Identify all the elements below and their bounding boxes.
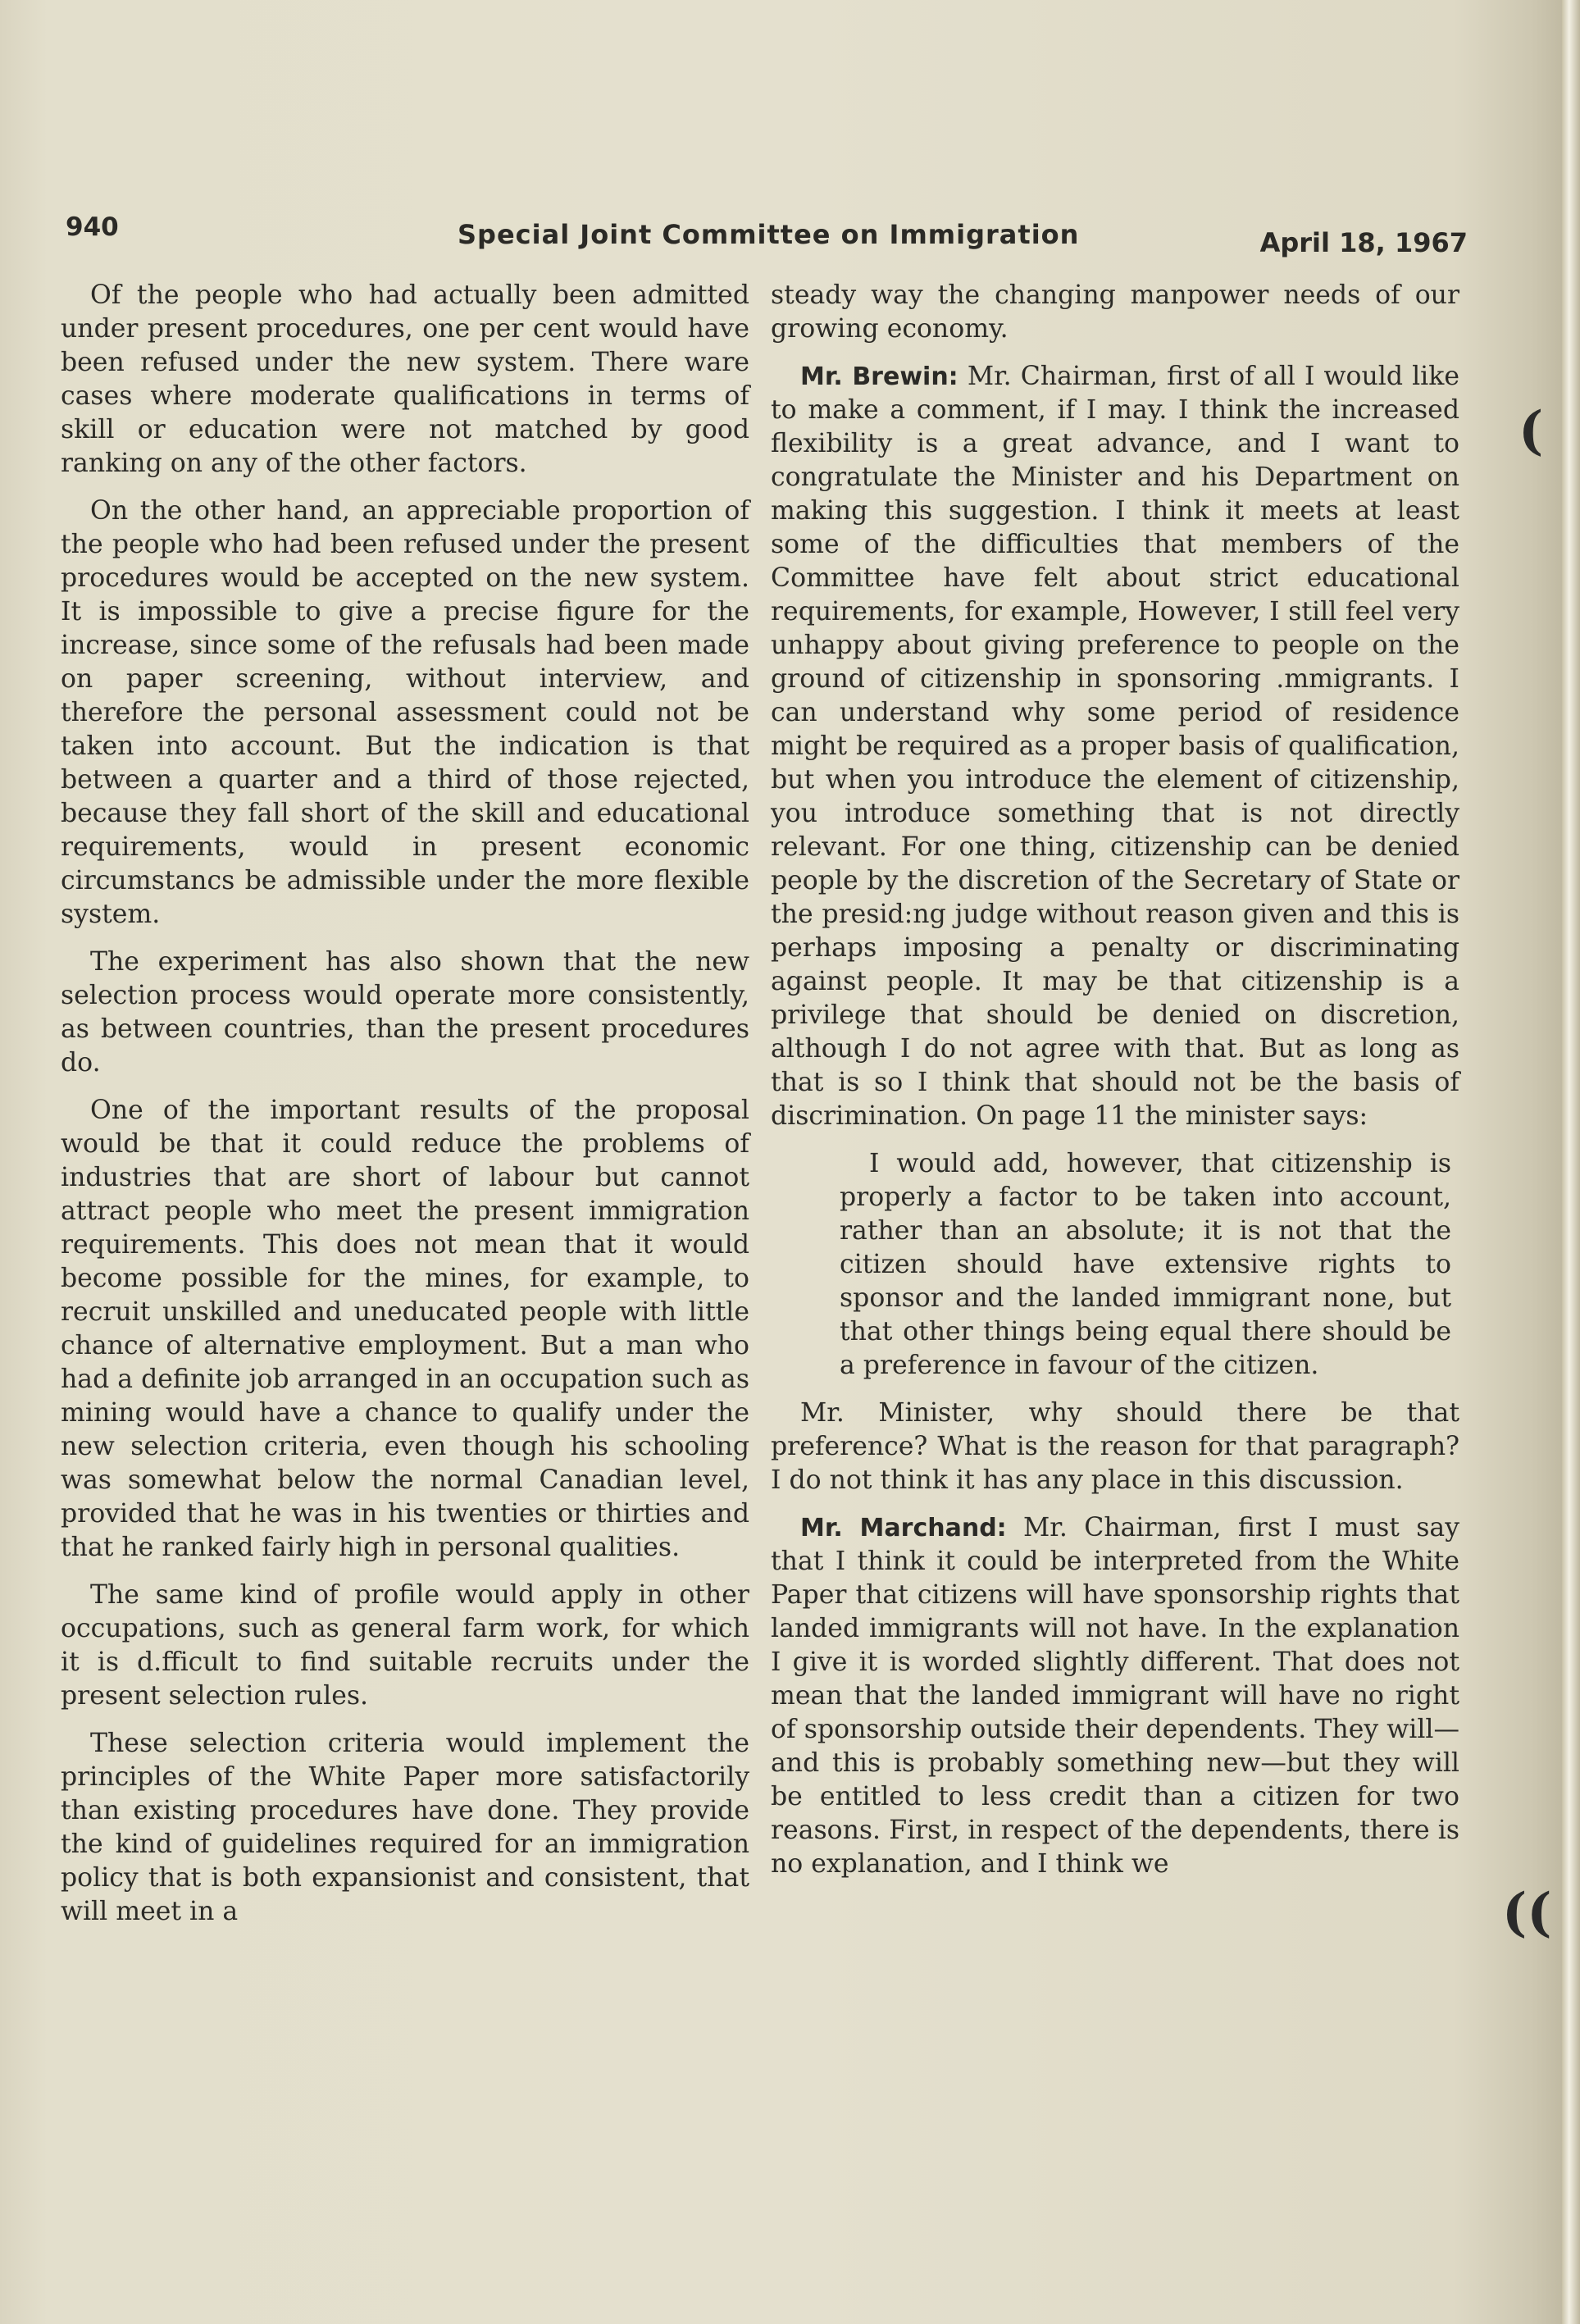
block-quote: I would add, however, that citizenship is properly a factor to be taken into account, rather than an absolute; it is not that the citizen should have extensive rights to sponsor and the landed immigrant none, but that other things being equal there should be a preference in favour of the citizen. xyxy=(840,1149,1451,1380)
margin-mark-icon: ( xyxy=(1519,400,1544,462)
page-number: 940 xyxy=(66,212,119,242)
speech-text: Mr. Chairman, first of all I would like to make a comment, if I may. I think the increased flexibility is a great advance, and I want to congratulate the Minister and his Department on making this suggestion. I think it meets at least some of the difficulties that members of the Committee have felt about strict educational requirements, for example, However, I still feel very unhappy about giving preference to people on the ground of citizenship in sponsoring .mmigrants. I can understand why some period of residence might be required as a proper basis of qualification, but when you introduce the element of citizenship, you introduce something that is not directly relevant. For one thing, citizenship can be denied people by the discretion of the Secretary of State or the presid:ng judge without reason given and this is perhaps imposing a penalty or discriminating against people. It may be that citizenship is a privilege that should be denied on discretion, although I do not agree with that. But as long as that is so I think that should not be the basis of discrimination. On page 11 the minister says: xyxy=(771,362,1459,1131)
paragraph: One of the important results of the proposal would be that it could reduce the problems of industries that are short of labour but cannot attract people who meet the present immigration requirements. This does not mean that it would become possible for the mines, for example, to recruit unskilled and uneducated people with little chance of alternative employment. But a man who had a definite job arranged in an occupation such as mining would have a chance to qualify under the new selection criteria, even though his schooling was somewhat below the normal Canadian level, provided that he was in his twenties or thirties and that he ranked fairly high in personal qualities. xyxy=(61,1096,749,1562)
header-date: April 18, 1967 xyxy=(1259,227,1468,258)
speaker-name: Mr. Brewin: xyxy=(800,362,958,391)
paragraph: On the other hand, an appreciable proportion of the people who had been refused under the present procedures would be accepted on the new system. It is impossible to give a precise figure for the increase, since some of the refusals had been made on paper screening, without interview, and therefore the personal assessment could not be taken into account. But the indication is that between a quarter and a third of those rejected, because they fall short of the skill and educational requirements, would in present economic circumstancs be admissible under the more flexible system. xyxy=(61,496,749,929)
margin-mark-icon: (( xyxy=(1502,1882,1552,1944)
paragraph: These selection criteria would implement the principles of the White Paper more satisfactorily than existing procedures have done. They provide the kind of guidelines required for an immigration policy that is both expansionist and consistent, that will meet in a xyxy=(61,1729,749,1926)
paragraph: Of the people who had actually been admitted under present procedures, one per cent would have been refused under the new system. There ware cases where moderate qualifications in terms of skill or education were not matched by good ranking on any of the other factors. xyxy=(61,280,749,478)
book-spine-edge xyxy=(1562,0,1580,2324)
right-column xyxy=(771,279,1459,1895)
page-header xyxy=(66,209,1468,258)
left-column xyxy=(61,279,749,1943)
marchand-paragraph xyxy=(771,1511,1459,1881)
speaker-name: Mr. Marchand: xyxy=(800,1514,1007,1542)
paragraph: Mr. Minister, why should there be that preference? What is the reason for that paragraph? I do not think it has any place in this discussion. xyxy=(771,1398,1459,1495)
brewin-paragraph xyxy=(771,360,1459,1133)
paragraph: The same kind of profile would apply in other occupations, such as general farm work, for which it is d.fficult to find suitable recruits under the present selection rules. xyxy=(61,1580,749,1711)
running-title: Special Joint Committee on Immigration xyxy=(458,219,1080,250)
speech-text: Mr. Chairman, first I must say that I think it could be interpreted from the White Paper that citizens will have sponsorship rights that landed immigrants will not have. In the explanation I give it is worded slightly different. That does not mean that the landed immigrant will have no right of sponsorship outside their dependents. They will—and this is probably something new—but they will be entitled to less credit than a citizen for two reasons. First, in respect of the dependents, there is no explanation, and I think we xyxy=(771,1513,1459,1879)
continued-paragraph: steady way the changing manpower needs of our growing economy. xyxy=(771,280,1459,344)
paragraph: The experiment has also shown that the new selection process would operate more consistently, as between countries, than the present procedures do. xyxy=(61,947,749,1078)
